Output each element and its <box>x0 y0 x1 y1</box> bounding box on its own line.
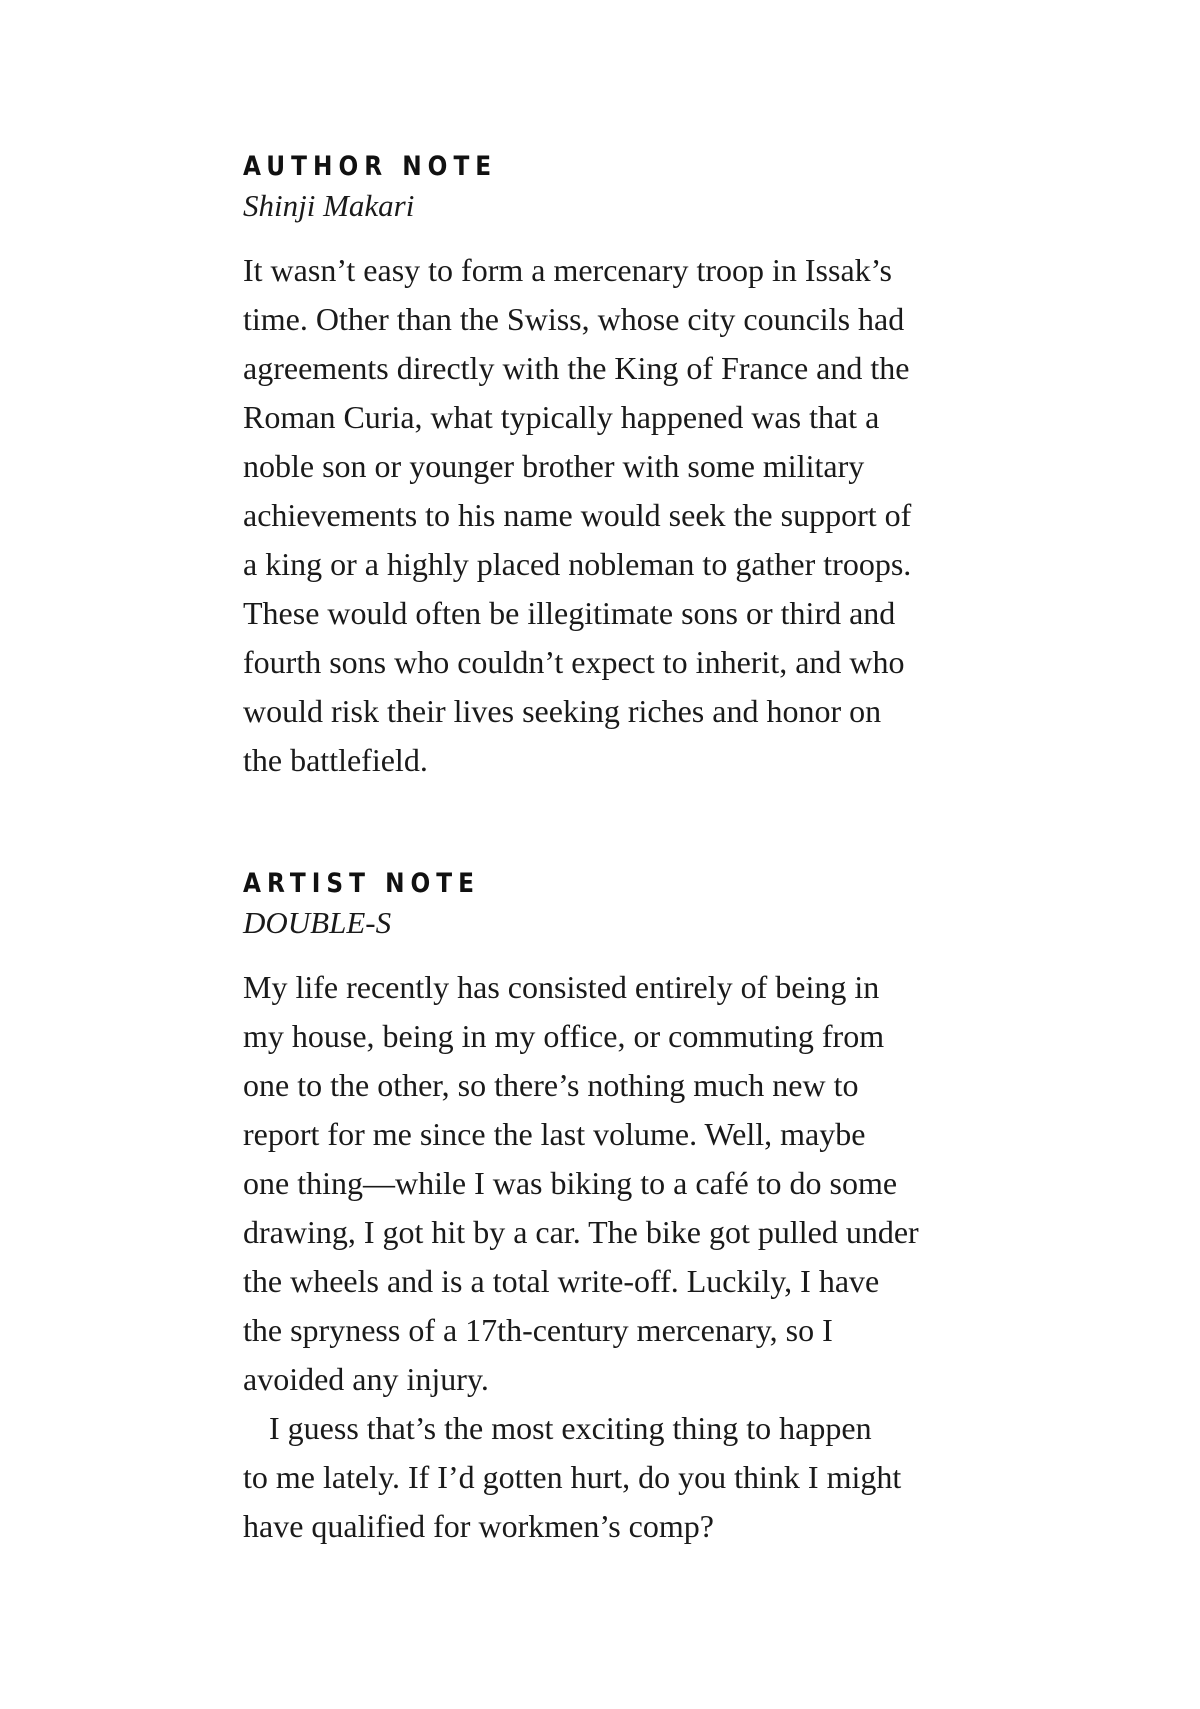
notes-page <box>243 150 1003 1551</box>
text-line: would risk their lives seeking riches and honor on <box>243 693 882 729</box>
author-note-heading: AUTHOR NOTE <box>243 151 498 182</box>
author-byline: Shinji Makari <box>243 188 415 223</box>
text-line: report for me since the last volume. Well, maybe <box>243 1116 866 1152</box>
text-line: avoided any injury. <box>243 1361 489 1397</box>
artist-byline: DOUBLE-S <box>243 905 392 940</box>
text-line: the battlefield. <box>243 742 428 778</box>
text-line: my house, being in my office, or commuting from <box>243 1018 885 1054</box>
artist-note-paragraph-2 <box>243 1404 1003 1551</box>
text-line: the spryness of a 17th-century mercenary, so I <box>243 1312 833 1348</box>
text-line: Roman Curia, what typically happened was that a <box>243 399 880 435</box>
text-line: one thing—while I was biking to a café to do some <box>243 1165 898 1201</box>
author-note-section <box>243 150 1003 785</box>
text-line: noble son or younger brother with some military <box>243 448 865 484</box>
text-line: agreements directly with the King of France and the <box>243 350 910 386</box>
text-line: a king or a highly placed nobleman to gather troops. <box>243 546 912 582</box>
artist-note-paragraph-1 <box>243 963 1003 1404</box>
text-line: fourth sons who couldn’t expect to inherit, and who <box>243 644 905 680</box>
text-line: time. Other than the Swiss, whose city councils had <box>243 301 905 337</box>
artist-note-section <box>243 867 1003 1551</box>
text-line: drawing, I got hit by a car. The bike got pulled under <box>243 1214 919 1250</box>
text-line: to me lately. If I’d gotten hurt, do you think I might <box>243 1459 902 1495</box>
text-line: My life recently has consisted entirely of being in <box>243 969 880 1005</box>
author-note-paragraph <box>243 246 1003 785</box>
text-line: the wheels and is a total write-off. Luckily, I have <box>243 1263 880 1299</box>
artist-note-heading: ARTIST NOTE <box>243 868 481 899</box>
text-line: These would often be illegitimate sons or third and <box>243 595 896 631</box>
text-line: It wasn’t easy to form a mercenary troop in Issak’s <box>243 252 892 288</box>
text-line: achievements to his name would seek the support of <box>243 497 912 533</box>
text-line: have qualified for workmen’s comp? <box>243 1508 714 1544</box>
text-line: I guess that’s the most exciting thing to happen <box>269 1410 872 1446</box>
text-line: one to the other, so there’s nothing much new to <box>243 1067 859 1103</box>
